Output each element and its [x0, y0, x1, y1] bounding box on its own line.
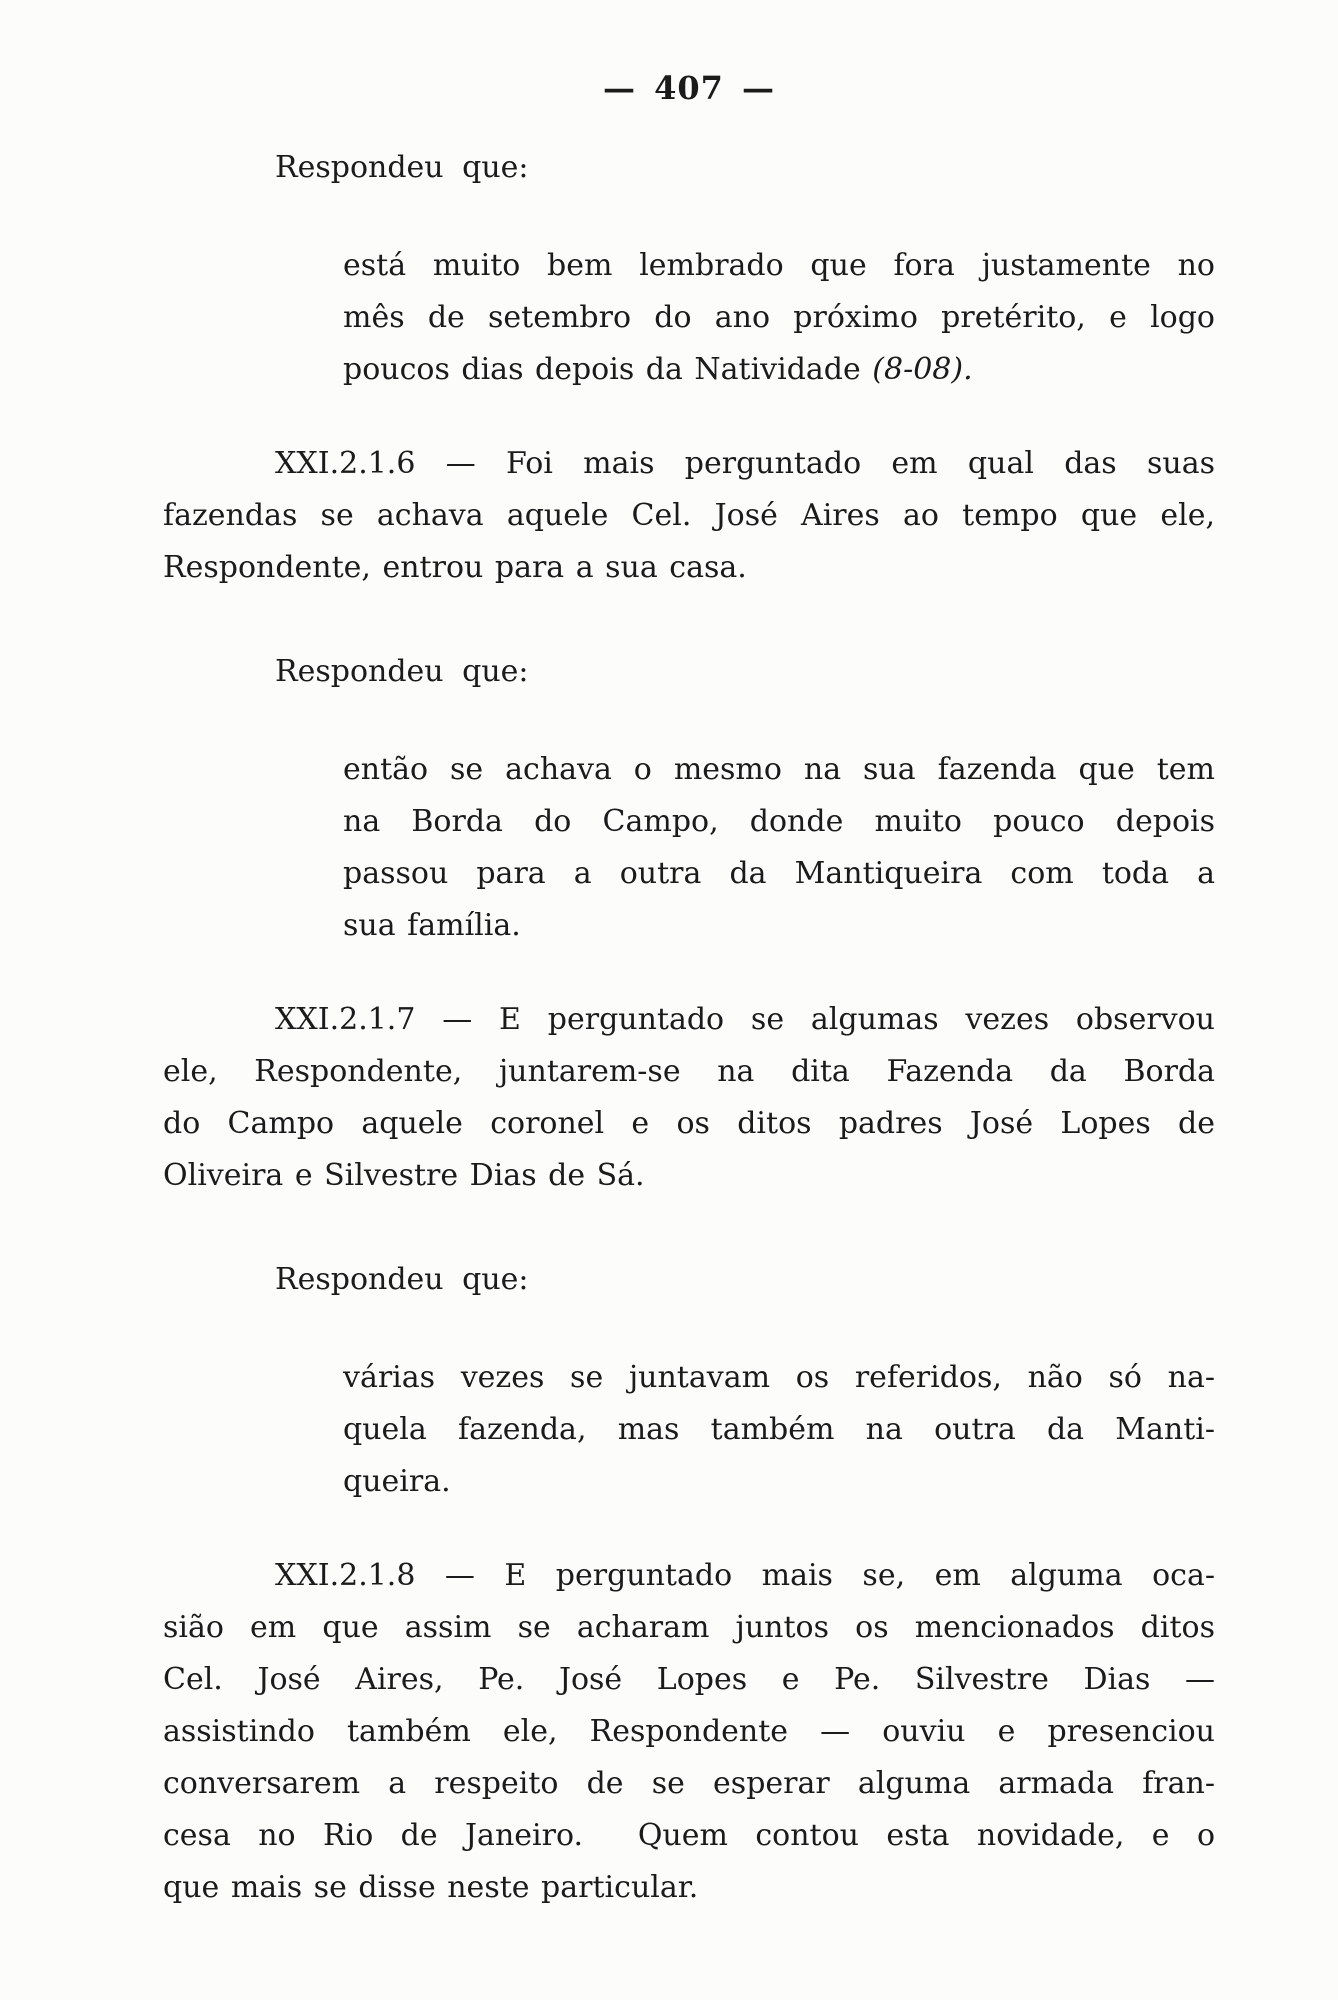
answer-line: queira.: [343, 1464, 451, 1499]
question-line: Oliveira e Silvestre Dias de Sá.: [163, 1158, 645, 1193]
answer-line: mês de setembro do ano próximo pretérito, e logo: [343, 300, 1215, 335]
answer-line: está muito bem lembrado que fora justamente no: [343, 248, 1215, 283]
speaker-label-3: Respondeu que:: [275, 1262, 529, 1297]
answer-line: na Borda do Campo, donde muito pouco depois: [343, 804, 1215, 839]
speaker-label-1: Respondeu que:: [275, 150, 529, 185]
question-line: que mais se disse neste particular.: [163, 1870, 699, 1905]
answer-block-1: [343, 240, 1215, 396]
citation-run: (8-08).: [872, 352, 973, 387]
page-number: — 407 —: [602, 69, 776, 107]
question-line: Respondente, entrou para a sua casa.: [163, 550, 747, 585]
question-line: cesa no Rio de Janeiro. Quem contou esta novidade, e o: [163, 1818, 1215, 1853]
answer-line: então se achava o mesmo na sua fazenda que tem: [343, 752, 1215, 787]
question-paragraph-xxi-2-1-6: [163, 438, 1215, 594]
question-line: Cel. José Aires, Pe. José Lopes e Pe. Silvestre Dias —: [163, 1662, 1215, 1697]
question-line: assistindo também ele, Respondente — ouviu e presenciou: [163, 1714, 1215, 1749]
question-line: XXI.2.1.8 — E perguntado mais se, em alguma oca-: [275, 1558, 1215, 1593]
question-line: do Campo aquele coronel e os ditos padres José Lopes de: [163, 1106, 1215, 1141]
answer-line: [343, 344, 1215, 396]
question-line: XXI.2.1.6 — Foi mais perguntado em qual das suas: [275, 446, 1215, 481]
answer-line: sua família.: [343, 908, 521, 943]
answer-line: quela fazenda, mas também na outra da Manti-: [343, 1412, 1215, 1447]
speaker-label-2: Respondeu que:: [275, 654, 529, 689]
question-line: ele, Respondente, juntarem-se na dita Fazenda da Borda: [163, 1054, 1215, 1089]
question-line: conversarem a respeito de se esperar alguma armada fran-: [163, 1766, 1215, 1801]
answer-text-run: poucos dias depois da Natividade: [343, 352, 873, 387]
question-paragraph-xxi-2-1-7: [163, 994, 1215, 1202]
question-line: sião em que assim se acharam juntos os mencionados ditos: [163, 1610, 1215, 1645]
question-paragraph-xxi-2-1-8: [163, 1550, 1215, 1914]
answer-block-3: [343, 1352, 1215, 1508]
answer-block-2: [343, 744, 1215, 952]
answer-line: várias vezes se juntavam os referidos, não só na-: [343, 1360, 1215, 1395]
answer-line: passou para a outra da Mantiqueira com toda a: [343, 856, 1215, 891]
question-line: XXI.2.1.7 — E perguntado se algumas vezes observou: [275, 1002, 1215, 1037]
question-line: fazendas se achava aquele Cel. José Aires ao tempo que ele,: [163, 498, 1215, 533]
